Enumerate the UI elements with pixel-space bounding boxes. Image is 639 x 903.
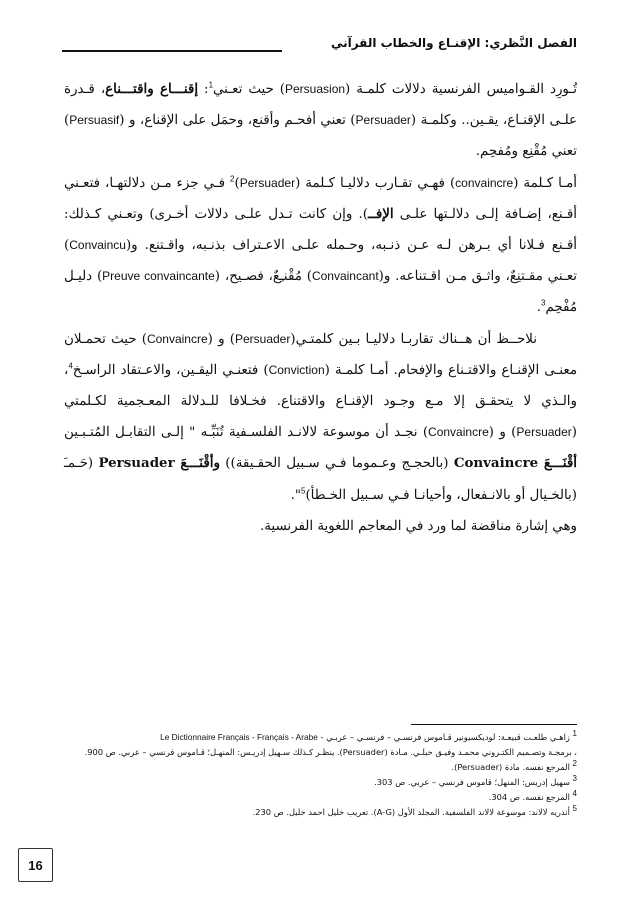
footnote-5 [64, 805, 577, 820]
p3-bold-1: أقْنَـــعَ Convaincre [453, 455, 577, 472]
p2-latin-4: Convaincant [311, 269, 379, 284]
paragraph-3 [64, 324, 577, 511]
footnote-1-cont [64, 745, 577, 760]
footnote-ref-3[interactable]: 3 [541, 298, 546, 308]
p3-text-b: ) و ( [207, 331, 235, 347]
p1-latin-3: Persuasif [69, 113, 120, 128]
p1-text-e: ) تعني أفحـم وأقنع، وحمَل على الإقناع، و ( [119, 113, 356, 129]
p2-text-f: ) تعـني مقـتنِعٌ، واثـق مـن اقـتناعه. و( [64, 238, 577, 285]
p3-latin-2: Convaincre [146, 331, 208, 346]
p1-bold-1: إقنـــاع واقتـــناع [105, 81, 199, 97]
footnote-text: سهيل إدريس: المنهل؛ قاموس فرنسي – عربي. ص 303. [374, 777, 570, 787]
p3-latin-5: Convaincre [428, 425, 489, 440]
p1-text-a: تُـورِد القـواميس الفرنسية دلالات كلمـة ( [345, 82, 577, 97]
footnote-number: 1 [572, 730, 577, 739]
p3-text-h: (بالحجـج وعـموما فـي سـبيل الحقـيقة)) [219, 456, 454, 472]
footnote-number: 3 [572, 775, 577, 784]
p2-text-a: أمـا كـلمة ( [513, 175, 577, 191]
footnote-number: 5 [572, 805, 577, 814]
footnote-separator [411, 724, 577, 725]
p1-text-b: ) حيث تعـني [213, 82, 285, 97]
footnote-4 [64, 790, 577, 805]
p2-text-i: . [536, 300, 542, 316]
paragraph-1 [64, 74, 577, 168]
paragraph-4: وهي إشارة مناقضة لما ورد في المعاجم اللغوية الفرنسية. [260, 518, 577, 534]
p3-text-a: نلاحــظ أن هــناك تقاربـا دلاليـا بـين كلمتـي( [290, 331, 537, 347]
p2-text-e: ). وإن كانت تـدل علـى دلالات أخـرى) وتعـني كـذلك: أقـنع فـلانا أي بـرهن لـه عـن ذنـبه، وحـمله علـى الاعـتراف بذنـبه، واقـتنع. و( [64, 206, 577, 254]
footnote-text: المرجع نفسه. ص 304. [488, 792, 570, 802]
header-rule [62, 50, 282, 52]
footnote-text: أندريه لالاند: موسوعة لالاند الفلسفية. المجلد الأول (A-G). تعريب خليل احمد خليل. ص 230. [252, 807, 570, 817]
footnote-text: المرجع نفسه. مادة (Persuader). [451, 762, 570, 772]
p2-latin-2: Persuader [239, 175, 296, 190]
chapter-header: الفصل النَّظري: الإقنـاع والخطاب القرآني [330, 36, 577, 50]
p3-latin-1: Persuader [234, 331, 291, 346]
p2-text-d: فـي جزء مـن دلالتهـا، فتعـني أقـنع، إضـافة إلـى دلالـتها علـى [64, 175, 578, 222]
p3-text-e: ، والـذي لا يتحقـق إلا مـع وجـود الإقنـاع والاقتناع. فخـلافا للـدلالة المعـجمية لكـلمتي ( [64, 362, 577, 441]
page-number: 16 [18, 848, 53, 882]
p1-text-c: : [198, 82, 209, 97]
p3-bold-2: وأقْنَـــعَ Persuader [98, 455, 220, 472]
p2-bold-1: الإفــ [368, 205, 394, 222]
footnote-number: 4 [572, 790, 577, 799]
footnote-ref-2[interactable]: 2 [230, 174, 235, 184]
p2-text-g: ) مُقْنـِعٌ، فصـيح، ( [214, 269, 312, 285]
footnote-text: زاهـي طلعـت قبيعـة: لوديكسيونير قـاموس فرنسـي – فرنسـي – عربـي - [320, 732, 570, 742]
footnote-3 [64, 775, 577, 790]
p2-latin-1: convaincre [455, 175, 514, 190]
footnote-ref-5[interactable]: 5 [301, 486, 306, 496]
footnotes [64, 730, 577, 820]
p3-text-d: ) فتعنـي اليقـين، والاعـتقاد الراسـخ [72, 362, 269, 378]
p3-latin-4: Persuader [516, 425, 572, 440]
p3-text-j: ". [290, 487, 301, 503]
p3-text-f: ) و ( [488, 425, 517, 441]
footnote-ref-4[interactable]: 4 [68, 361, 73, 371]
p2-text-c: ) [234, 175, 240, 191]
p3-text-g: ) نجـد أن موسوعة لالانـد الفلسـفية تُنَبِّـه " إلـى التقابـل المُتـبـين [64, 425, 429, 441]
p3-text-i: (حَـمـَ (بالخـيال أو بالانـفعال، وأحيانـا فـي سـبيل الخـطأ) [64, 456, 577, 503]
footnote-1 [64, 730, 577, 745]
footnote-number: 2 [572, 760, 577, 769]
p3-latin-3: Conviction [268, 362, 325, 377]
p2-text-h: ) دليـل مُفْحِم [64, 269, 577, 316]
p1-latin-2: Persuader [355, 113, 411, 128]
p2-latin-3: Convaincu [69, 238, 126, 253]
p1-text-f: ) تعني مُقْنِع ومُفحِم. [64, 113, 577, 160]
footnote-2 [64, 760, 577, 775]
footnote-ref-1[interactable]: 1 [208, 80, 214, 90]
p1-latin-1: Persuasion [285, 82, 346, 96]
p3-text-c: ) حيث تحمـلان معنـى الإقنـاع والاقتـناع والإفحام. أمـا كلمـة ( [64, 331, 577, 378]
p2-latin-5: Preuve convaincante [102, 269, 215, 284]
p2-text-b: ) فهـي تقـارب دلاليـا كـلمة ( [295, 175, 456, 191]
paragraph-2 [64, 168, 577, 324]
body-text [64, 74, 577, 542]
footnote-text: ، برمجـة وتصـميم الكتـروني محمـد وفيـق حبلـي. مـادة (Persuader). ينظـر كـذلك سـهيل إدريـس: المنهـل؛ قـاموس فرنسي – عربي. ص 900. [84, 747, 577, 757]
p1-text-d: ، قـدرة علـى الإقنـاع، يقـين.. وكلمـة ( [64, 82, 577, 129]
footnote-latin: Le Dictionnaire Français - Français - Arabe [160, 732, 318, 742]
